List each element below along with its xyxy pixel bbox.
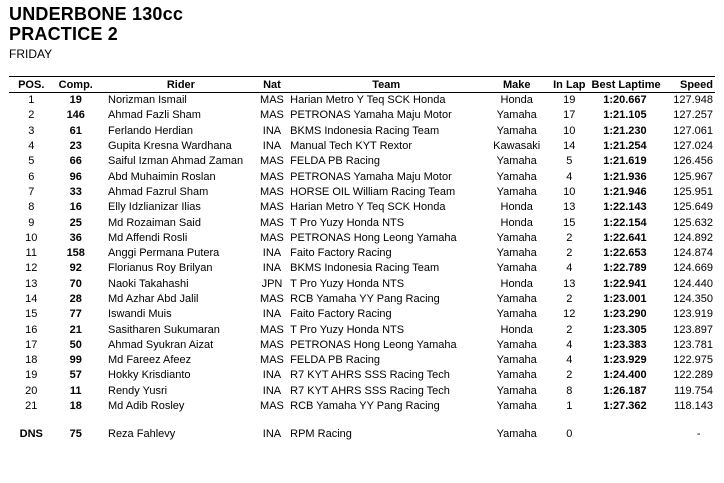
table-row: [9, 246, 715, 261]
cell-comp: 18: [69, 400, 82, 413]
cell-speed: 124.892: [673, 231, 713, 244]
session-title: PRACTICE 2: [9, 24, 119, 44]
cell-rider: Norizman Ismail: [108, 94, 187, 107]
cell-nat: MAS: [260, 323, 284, 336]
cell-pos: 21: [25, 400, 38, 413]
cell-nat: MAS: [260, 185, 284, 198]
cell-nat: INA: [262, 384, 282, 397]
cell-in-lap: 2: [566, 323, 573, 336]
cell-nat: INA: [262, 427, 282, 440]
cell-comp: 57: [69, 369, 82, 382]
cell-comp: 19: [69, 94, 82, 107]
cell-speed: 119.754: [674, 384, 713, 397]
cell-team: R7 KYT AHRS SSS Racing Tech: [290, 384, 450, 397]
table-row: [9, 215, 715, 230]
cell-in-lap: 4: [566, 338, 573, 351]
cell-best-laptime: 1:21.946: [603, 185, 647, 198]
cell-nat: INA: [262, 124, 282, 137]
cell-speed: 126.456: [673, 155, 713, 168]
cell-in-lap: 5: [566, 155, 573, 168]
cell-speed: 127.257: [673, 109, 713, 122]
cell-rider: Anggi Permana Putera: [108, 247, 220, 260]
cell-rider: Rendy Yusri: [108, 384, 168, 397]
cell-speed: 118.143: [674, 400, 713, 413]
cell-best-laptime: [590, 426, 661, 442]
cell-make: Yamaha: [496, 231, 537, 244]
cell-nat: INA: [262, 369, 282, 382]
cell-nat: MAS: [260, 231, 284, 244]
cell-make: Yamaha: [496, 354, 537, 367]
cell-team: Faito Factory Racing: [290, 247, 392, 260]
cell-best-laptime: 1:23.383: [603, 338, 647, 351]
cell-speed: 123.781: [673, 338, 713, 351]
cell-make: Honda: [500, 94, 533, 107]
cell-nat: INA: [262, 247, 282, 260]
cell-nat: MAS: [260, 201, 284, 214]
cell-in-lap: 2: [566, 231, 573, 244]
cell-team: T Pro Yuzy Honda NTS: [290, 216, 405, 229]
cell-make: Honda: [500, 201, 533, 214]
table-row: [9, 277, 715, 292]
cell-comp: 158: [66, 247, 85, 260]
cell-in-lap: 0: [566, 427, 573, 440]
table-row: [9, 399, 715, 414]
cell-speed: 124.669: [673, 262, 713, 275]
cell-speed: 124.440: [673, 277, 713, 290]
cell-team: BKMS Indonesia Racing Team: [290, 262, 440, 275]
cell-speed: 125.967: [673, 170, 713, 183]
cell-best-laptime: 1:21.619: [603, 155, 647, 168]
cell-best-laptime: 1:24.400: [603, 369, 647, 382]
cell-make: Yamaha: [496, 308, 537, 321]
cell-rider: Sasitharen Sukumaran: [108, 323, 220, 336]
cell-rider: Naoki Takahashi: [108, 277, 189, 290]
results-body: [9, 93, 715, 443]
cell-make: Yamaha: [496, 109, 537, 122]
cell-nat: MAS: [260, 400, 284, 413]
cell-in-lap: 2: [566, 247, 573, 260]
cell-make: Honda: [500, 216, 533, 229]
cell-best-laptime: 1:21.936: [603, 170, 647, 183]
cell-speed: -: [696, 427, 701, 440]
cell-comp: 50: [69, 338, 82, 351]
cell-team: PETRONAS Yamaha Maju Motor: [290, 170, 452, 183]
cell-team: R7 KYT AHRS SSS Racing Tech: [290, 369, 450, 382]
cell-comp: 92: [69, 262, 82, 275]
cell-team: BKMS Indonesia Racing Team: [290, 124, 440, 137]
cell-best-laptime: 1:21.230: [603, 124, 647, 137]
cell-best-laptime: 1:21.254: [603, 140, 647, 153]
cell-team: T Pro Yuzy Honda NTS: [290, 323, 405, 336]
col-best-laptime: Best Laptime: [591, 78, 661, 91]
cell-in-lap: 14: [563, 140, 576, 153]
cell-pos: 5: [28, 155, 35, 168]
cell-team: RCB Yamaha YY Pang Racing: [290, 400, 440, 413]
cell-comp: 146: [66, 109, 85, 122]
cell-team: FELDA PB Racing: [290, 354, 381, 367]
col-comp: Comp.: [54, 77, 99, 93]
cell-in-lap: 13: [563, 201, 576, 214]
class-title: UNDERBONE 130cc: [9, 4, 184, 24]
cell-make: Yamaha: [496, 338, 537, 351]
cell-nat: INA: [262, 140, 282, 153]
cell-make: Yamaha: [496, 427, 537, 440]
cell-comp: 25: [69, 216, 82, 229]
cell-best-laptime: 1:23.305: [603, 323, 647, 336]
cell-comp: 36: [69, 231, 82, 244]
col-make: Make: [484, 77, 549, 93]
table-row: [9, 139, 715, 154]
cell-best-laptime: 1:23.290: [603, 308, 647, 321]
cell-pos: 1: [28, 94, 35, 107]
cell-team: PETRONAS Hong Leong Yamaha: [290, 231, 457, 244]
table-row: [9, 368, 715, 383]
cell-comp: 75: [69, 427, 82, 440]
cell-rider: Md Fareez Afeez: [108, 354, 192, 367]
cell-rider: Md Affendi Rosli: [108, 231, 188, 244]
cell-pos: 12: [25, 262, 38, 275]
cell-comp: 66: [69, 155, 82, 168]
cell-team: PETRONAS Yamaha Maju Motor: [290, 109, 452, 122]
table-row: [9, 322, 715, 337]
cell-speed: 127.061: [673, 124, 713, 137]
cell-in-lap: 15: [563, 216, 576, 229]
col-pos: POS.: [9, 77, 54, 93]
cell-best-laptime: 1:22.143: [603, 201, 647, 214]
col-nat: Nat: [256, 77, 288, 93]
cell-pos: 16: [25, 323, 38, 336]
cell-make: Yamaha: [496, 293, 537, 305]
cell-nat: INA: [262, 308, 282, 321]
cell-speed: 122.975: [673, 354, 713, 367]
table-header-row: [9, 77, 715, 93]
cell-pos: 4: [28, 140, 35, 153]
cell-in-lap: 19: [563, 94, 576, 107]
cell-speed: 124.350: [673, 293, 713, 305]
table-row: [9, 200, 715, 215]
cell-comp: 16: [69, 201, 82, 214]
cell-nat: MAS: [260, 155, 284, 168]
cell-in-lap: 2: [566, 293, 573, 305]
cell-best-laptime: 1:23.001: [603, 293, 647, 305]
cell-comp: 28: [69, 293, 82, 305]
col-team: Team: [288, 77, 484, 93]
cell-speed: 127.948: [673, 94, 713, 107]
cell-nat: MAS: [260, 354, 284, 367]
dns-row: [9, 426, 715, 442]
cell-pos: 13: [25, 277, 38, 290]
cell-rider: Abd Muhaimin Roslan: [108, 170, 216, 183]
cell-best-laptime: 1:27.362: [603, 400, 647, 413]
cell-comp: 61: [69, 124, 82, 137]
table-row: [9, 185, 715, 200]
cell-best-laptime: 1:22.641: [603, 231, 647, 244]
col-speed: Speed: [660, 77, 715, 93]
table-row: [9, 353, 715, 368]
table-row: [9, 292, 715, 307]
table-row: [9, 108, 715, 123]
cell-speed: 123.897: [673, 323, 713, 336]
cell-nat: MAS: [260, 94, 284, 107]
cell-make: Yamaha: [496, 369, 537, 382]
cell-best-laptime: 1:22.154: [603, 216, 647, 229]
cell-in-lap: 13: [563, 277, 576, 290]
session-day: FRIDAY: [9, 47, 53, 61]
cell-make: Honda: [500, 277, 533, 290]
cell-in-lap: 10: [563, 124, 576, 137]
table-row: [9, 307, 715, 322]
cell-speed: 123.919: [673, 308, 713, 321]
cell-nat: JPN: [261, 277, 283, 290]
cell-pos: 6: [28, 170, 35, 183]
cell-make: Yamaha: [496, 170, 537, 183]
cell-speed: 127.024: [673, 140, 713, 153]
cell-make: Yamaha: [496, 247, 537, 260]
cell-make: Yamaha: [496, 155, 537, 168]
table-row: [9, 169, 715, 184]
results-table: [9, 76, 715, 442]
cell-team: Manual Tech KYT Rextor: [290, 140, 413, 153]
cell-speed: 125.649: [673, 201, 713, 214]
cell-make: Honda: [500, 323, 533, 336]
cell-pos: 18: [25, 354, 38, 367]
cell-team: T Pro Yuzy Honda NTS: [290, 277, 405, 290]
cell-rider: Ferlando Herdian: [108, 124, 193, 137]
cell-rider: Iswandi Muis: [108, 308, 172, 321]
cell-rider: Ahmad Fazrul Sham: [108, 185, 209, 198]
cell-comp: 23: [69, 140, 82, 153]
cell-speed: 124.874: [673, 247, 713, 260]
cell-team: Harian Metro Y Teq SCK Honda: [290, 201, 446, 214]
cell-in-lap: 17: [563, 109, 576, 122]
cell-make: Yamaha: [496, 400, 537, 413]
table-row: [9, 338, 715, 353]
cell-rider: Reza Fahlevy: [108, 427, 176, 440]
cell-best-laptime: 1:22.941: [603, 277, 647, 290]
cell-pos: 2: [28, 109, 35, 122]
cell-rider: Ahmad Syukran Aizat: [108, 338, 214, 351]
cell-rider: Md Azhar Abd Jalil: [108, 293, 199, 305]
cell-team: Faito Factory Racing: [290, 308, 392, 321]
cell-team: Harian Metro Y Teq SCK Honda: [290, 94, 446, 107]
cell-in-lap: 4: [566, 262, 573, 275]
cell-rider: Florianus Roy Brilyan: [108, 262, 213, 275]
spacer-cell: [9, 414, 715, 426]
cell-best-laptime: 1:20.667: [603, 94, 647, 107]
cell-pos: 11: [25, 247, 37, 260]
cell-comp: 33: [69, 185, 82, 198]
cell-pos: 7: [28, 185, 35, 198]
table-row: [9, 231, 715, 246]
cell-best-laptime: 1:23.929: [603, 354, 647, 367]
cell-best-laptime: 1:22.789: [603, 262, 647, 275]
cell-pos: 19: [25, 369, 38, 382]
cell-rider: Ahmad Fazli Sham: [108, 109, 201, 122]
cell-rider: Gupita Kresna Wardhana: [108, 140, 232, 153]
cell-comp: 21: [69, 323, 82, 336]
cell-best-laptime: 1:22.653: [603, 247, 647, 260]
cell-team: FELDA PB Racing: [290, 155, 381, 168]
cell-make: Yamaha: [496, 262, 537, 275]
table-row: [9, 124, 715, 139]
cell-pos: 20: [25, 384, 38, 397]
cell-pos: 9: [28, 216, 35, 229]
cell-comp: 99: [69, 354, 82, 367]
cell-pos: 3: [28, 124, 35, 137]
cell-make: Yamaha: [496, 384, 537, 397]
cell-rider: Md Adib Rosley: [108, 400, 185, 413]
cell-comp: 70: [69, 277, 82, 290]
cell-make: Kawasaki: [493, 140, 541, 153]
cell-in-lap: 12: [563, 308, 576, 321]
cell-pos: 8: [28, 201, 35, 214]
cell-in-lap: 4: [566, 170, 573, 183]
cell-team: RCB Yamaha YY Pang Racing: [290, 293, 440, 305]
cell-rider: Md Rozaiman Said: [108, 216, 201, 229]
cell-nat: MAS: [260, 293, 284, 305]
table-row: [9, 261, 715, 276]
cell-team: PETRONAS Hong Leong Yamaha: [290, 338, 457, 351]
cell-in-lap: 4: [566, 354, 573, 367]
cell-in-lap: 10: [563, 185, 576, 198]
table-row: [9, 154, 715, 169]
table-row: [9, 93, 715, 109]
cell-comp: 11: [69, 384, 82, 397]
cell-nat: INA: [262, 262, 282, 275]
cell-team: HORSE OIL William Racing Team: [290, 185, 456, 198]
cell-nat: MAS: [260, 170, 284, 183]
cell-pos: 17: [25, 338, 38, 351]
cell-speed: 122.289: [673, 369, 713, 382]
table-row: [9, 384, 715, 399]
cell-rider: Elly Idzlianizar Ilias: [108, 201, 201, 214]
cell-team: RPM Racing: [290, 427, 352, 440]
cell-pos: DNS: [19, 427, 43, 440]
cell-make: Yamaha: [496, 124, 537, 137]
cell-comp: 77: [69, 308, 82, 321]
cell-best-laptime: 1:21.105: [603, 109, 647, 122]
cell-comp: 96: [69, 170, 82, 183]
results-header: [9, 4, 183, 62]
col-rider: Rider: [98, 77, 256, 93]
cell-nat: MAS: [260, 338, 284, 351]
cell-in-lap: 2: [566, 369, 573, 382]
cell-in-lap: 8: [566, 384, 573, 397]
row-spacer: [9, 414, 715, 426]
cell-make: Yamaha: [496, 185, 537, 198]
cell-nat: MAS: [260, 109, 284, 122]
cell-pos: 14: [25, 293, 38, 305]
cell-rider: Hokky Krisdianto: [108, 369, 191, 382]
cell-pos: 15: [25, 308, 38, 321]
cell-best-laptime: 1:26.187: [603, 384, 647, 397]
cell-nat: MAS: [260, 216, 284, 229]
cell-in-lap: 1: [566, 400, 573, 413]
cell-rider: Saiful Izman Ahmad Zaman: [108, 155, 244, 168]
cell-pos: 10: [25, 231, 38, 244]
cell-speed: 125.632: [673, 216, 713, 229]
col-in-lap: In Lap: [549, 77, 589, 93]
cell-speed: 125.951: [673, 185, 713, 198]
